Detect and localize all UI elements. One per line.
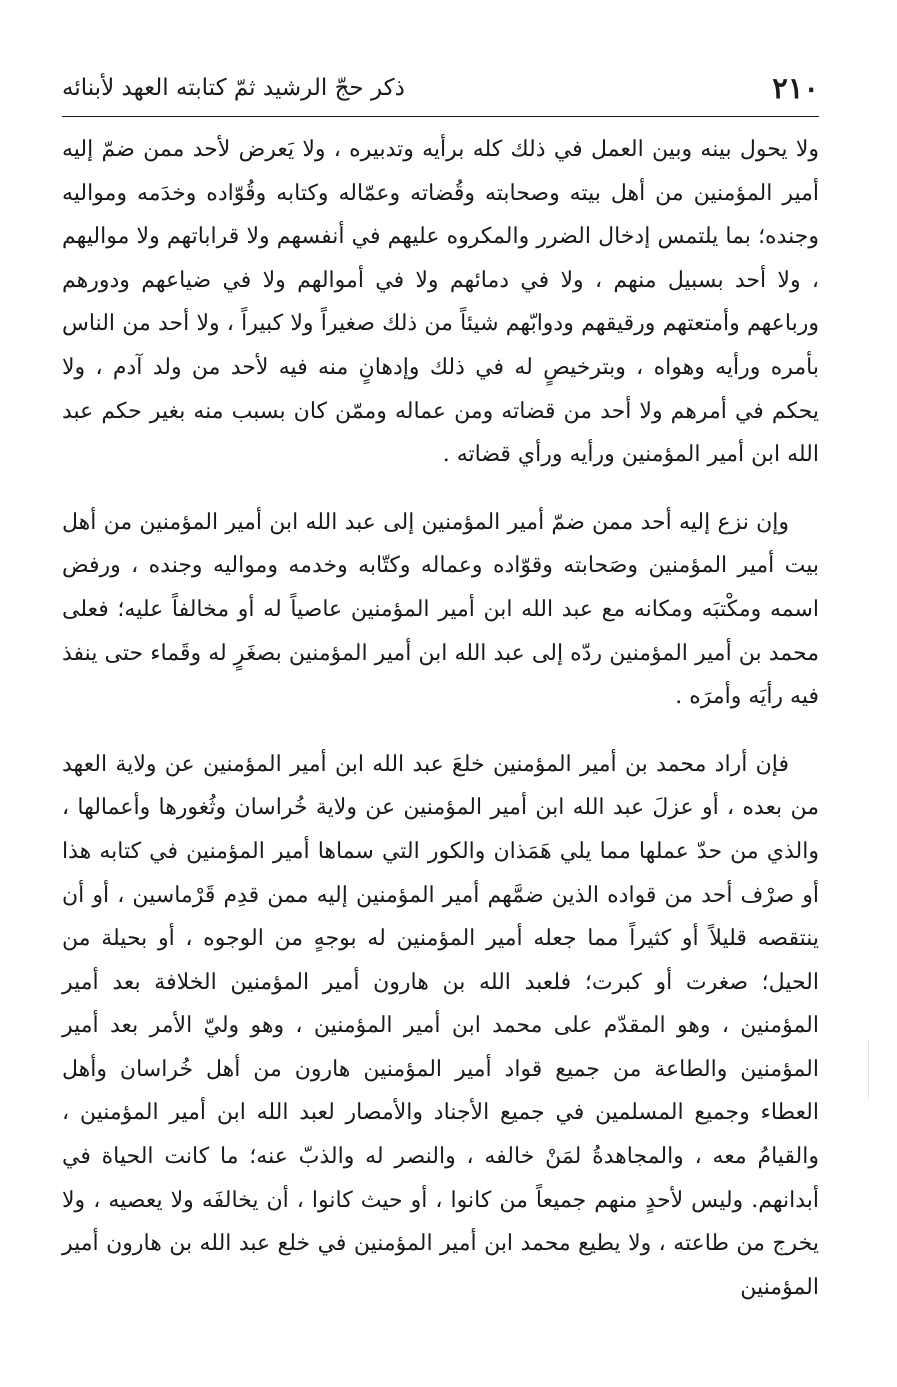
paragraph-spacer [62,477,819,501]
running-head [62,64,819,108]
page-number: ٢١٠ [772,71,819,105]
paragraph-1: ولا يحول بينه وبين العمل في ذلك كله برأيه وتدبيره ، ولا يَعرض لأحد ممن ضمّ إليه أمير المؤمنين من أهل بيته وصحابته وقُضاته وعمّاله وكتابه وقُوّاده وخدَمه ومواليه وجنده؛ بما يلتمس إدخال الضرر والمكروه عليهم في أنفسهم ولا قراباتهم ولا مواليهم ، ولا أحد بسبيل منهم ، ولا في دمائهم ولا في أموالهم ولا في ضياعهم ودورهم ورباعهم وأمتعتهم ورقيقهم ودوابّهم شيئاً من ذلك صغيراً ولا كبيراً ، ولا أحد من الناس بأمره ورأيه وهواه ، وبترخيصٍ له في ذلك وإدهانٍ منه فيه لأحد من ولد آدم ، ولا يحكم في أمرهم ولا أحد من قضاته ومن عماله وممّن كان بسبب منه بغير حكم عبد الله ابن أمير المؤمنين ورأيه ورأي قضاته . [62,137,819,468]
scan-margin-mark [868,1040,869,1100]
header-divider [62,116,819,117]
body-text [62,128,819,1309]
paragraph-3: فإن أراد محمد بن أمير المؤمنين خلعَ عبد الله ابن أمير المؤمنين عن ولاية العهد من بعده ، أو عزلَ عبد الله ابن أمير المؤمنين عن ولاية خُراسان وثُغورها وأعمالها ، والذي من حدّ عملها مما يلي هَمَذان والكور التي سماها أمير المؤمنين في كتابه هذا أو صرْف أحد من قواده الذين ضمَّهم أمير المؤمنين إليه ممن قدِم قَرْماسين ، أو أن ينتقصه قليلاً أو كثيراً مما جعله أمير المؤمنين له بوجهٍ من الوجوه ، أو بحيلة من الحيل؛ صغرت أو كبرت؛ فلعبد الله بن هارون أمير المؤمنين الخلافة بعد أمير المؤمنين ، وهو المقدّم على محمد ابن أمير المؤمنين ، وهو وليّ الأمر بعد أمير المؤمنين والطاعة من جميع قواد أمير المؤمنين هارون من أهل خُراسان وأهل العطاء وجميع المسلمين في جميع الأجناد والأمصار لعبد الله ابن أمير المؤمنين ، والقيامُ معه ، والمجاهدةُ لمَنْ خالفه ، والنصر له والذبّ عنه؛ ما كانت الحياة في أبدانهم. وليس لأحدٍ منهم جميعاً من كانوا ، أو حيث كانوا ، أن يخالفَه ولا يعصيه ، ولا يخرج من طاعته ، ولا يطيع محمد ابن أمير المؤمنين في خلع عبد الله بن هارون أمير المؤمنين [62,751,819,1300]
paragraph-spacer [62,719,819,743]
running-title: ذكر حجّ الرشيد ثمّ كتابته العهد لأبنائه [62,75,405,101]
paragraph-2: وإن نزع إليه أحد ممن ضمّ أمير المؤمنين إلى عبد الله ابن أمير المؤمنين من أهل بيت أمير المؤمنين وصَحابته وقوّاده وعماله وكتّابه وخدمه ومواليه وجنده ، ورفض اسمه ومكْتبَه ومكانه مع عبد الله ابن أمير المؤمنين عاصياً له أو مخالفاً عليه؛ فعلى محمد بن أمير المؤمنين ردّه إلى عبد الله ابن أمير المؤمنين بصغَرٍ له وقَماء حتى ينفذ فيه رأيَه وأمرَه . [62,509,819,710]
